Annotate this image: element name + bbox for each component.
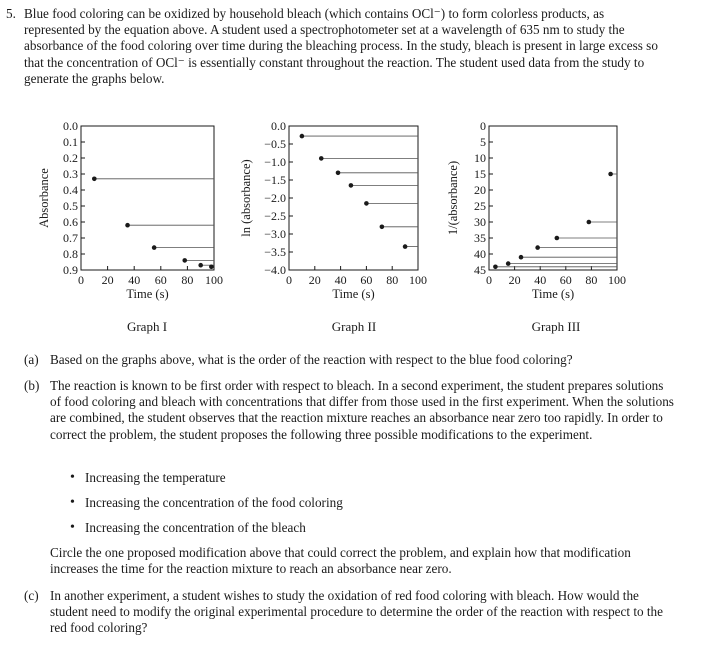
part-a-text: Based on the graphs above, what is the order of the reaction with respect to the blue food coloring? (50, 352, 573, 367)
part-c (24, 588, 674, 637)
y-tick-label: 15 (474, 167, 486, 181)
part-b (24, 378, 674, 443)
y-tick-label: 0.8 (63, 247, 78, 261)
data-point (506, 261, 511, 266)
part-a-label: (a) (24, 352, 39, 367)
y-tick-label: 5 (480, 135, 486, 149)
x-tick-label: 20 (308, 273, 321, 287)
part-c-text: In another experiment, a student wishes to study the oxidation of red food coloring with bleach. How would the student need to modify the original experimental procedure to determine the order of the reaction with respect to the red food coloring? (50, 588, 663, 636)
data-point (319, 156, 324, 161)
plot-frame (289, 126, 418, 270)
graph-caption: Graph II (331, 319, 377, 334)
x-axis-label: Time (s) (332, 287, 375, 301)
data-point (519, 255, 524, 260)
data-point (125, 223, 130, 228)
y-tick-label: 30 (474, 215, 486, 229)
data-point (198, 263, 203, 268)
x-tick-label: 100 (205, 273, 223, 287)
x-tick-label: 100 (409, 273, 427, 287)
data-point (300, 134, 305, 139)
x-tick-label: 80 (181, 273, 194, 287)
part-c-label: (c) (24, 588, 39, 603)
y-tick-label: −4.0 (264, 263, 286, 277)
y-tick-label: −3.5 (264, 245, 286, 259)
bullet-text: Increasing the concentration of the bleach (85, 520, 306, 535)
y-tick-label: 35 (474, 231, 486, 245)
bullet-icon: • (70, 470, 75, 485)
question-number: 5. (6, 6, 16, 21)
data-point (555, 236, 560, 241)
x-tick-label: 60 (154, 273, 167, 287)
y-tick-label: 0.5 (63, 199, 78, 213)
y-tick-label: 45 (474, 263, 486, 277)
y-tick-label: 0.2 (63, 151, 78, 165)
y-tick-label: 0 (480, 119, 486, 133)
y-tick-label: 40 (474, 247, 486, 261)
y-axis-label: 1/(absorbance) (446, 160, 460, 236)
data-point (182, 258, 187, 263)
y-tick-label: 20 (474, 183, 486, 197)
y-tick-label: 0.4 (63, 183, 78, 197)
question-intro (6, 6, 666, 87)
data-point (493, 265, 498, 270)
part-b-label: (b) (24, 378, 40, 393)
data-point (403, 244, 408, 249)
graph-caption: Graph III (531, 319, 581, 334)
x-tick-label: 80 (386, 273, 399, 287)
data-point (209, 265, 214, 270)
x-axis-label: Time (s) (531, 287, 575, 301)
x-tick-label: 60 (360, 273, 373, 287)
graphs-figure (0, 112, 701, 344)
part-b-text: The reaction is known to be first order with respect to bleach. In a second experiment, the student prepares solutions of food coloring and bleach with concentrations that differ from those used in the first experiment. When the solutions are combined, the student observes that the reaction mixture reaches an absorbance near zero too rapidly. In order to correct the problem, the student proposes the following three possible modifications to the experiment. (50, 378, 674, 442)
bullet-text: Increasing the concentration of the food coloring (85, 495, 343, 510)
data-point (349, 183, 354, 188)
x-tick-label: 40 (128, 273, 141, 287)
bullet-item (70, 495, 630, 511)
data-point (92, 177, 97, 182)
y-tick-label: 0.0 (63, 119, 78, 133)
x-tick-label: 80 (585, 273, 598, 287)
x-tick-label: 40 (334, 273, 347, 287)
x-tick-label: 0 (78, 273, 84, 287)
y-tick-label: 0.0 (271, 119, 286, 133)
y-tick-label: 10 (474, 151, 486, 165)
y-tick-label: 0.6 (63, 215, 78, 229)
bullet-icon: • (70, 520, 75, 535)
plot-frame (81, 126, 214, 270)
data-point (608, 172, 613, 177)
bullet-item (70, 470, 630, 486)
y-axis-label: ln (absorbance) (239, 159, 253, 237)
data-point (587, 220, 592, 225)
y-tick-label: −1.0 (264, 155, 286, 169)
y-tick-label: −2.5 (264, 209, 286, 223)
y-tick-label: −3.0 (264, 227, 286, 241)
graph-ii (239, 119, 427, 334)
x-tick-label: 20 (101, 273, 114, 287)
data-point (380, 225, 385, 230)
x-tick-label: 60 (559, 273, 572, 287)
bullet-icon: • (70, 495, 75, 510)
part-a (24, 352, 674, 368)
y-tick-label: 0.1 (63, 135, 78, 149)
y-tick-label: 0.7 (63, 231, 78, 245)
y-tick-label: 25 (474, 199, 486, 213)
part-b-followup: Circle the one proposed modification above that could correct the problem, and explain how that modification increases the time for the reaction mixture to reach an absorbance near zero. (50, 545, 631, 577)
data-point (364, 201, 369, 206)
question-intro-text: Blue food coloring can be oxidized by household bleach (which contains OCl⁻) to form colorless products, as represented by the equation above. A student used a spectrophotometer set at a wavelength of 635 nm to study the absorbance of the food coloring over time during the bleaching process. In the study, bleach is present in large excess so that the concentration of OCl⁻ is essentially constant throughout the reaction. The student used data from the study to generate the graphs below. (24, 6, 658, 86)
x-tick-label: 0 (486, 273, 492, 287)
bullet-text: Increasing the temperature (85, 470, 226, 485)
x-tick-label: 0 (286, 273, 292, 287)
bullet-item (70, 520, 630, 536)
y-tick-label: −2.0 (264, 191, 286, 205)
y-tick-label: −1.5 (264, 173, 286, 187)
graph-iii (446, 119, 626, 334)
y-tick-label: 0.9 (63, 263, 78, 277)
graph-caption: Graph I (126, 319, 168, 334)
y-tick-label: −0.5 (264, 137, 286, 151)
plot-frame (489, 126, 617, 270)
y-tick-label: 0.3 (63, 167, 78, 181)
data-point (152, 245, 157, 250)
data-point (336, 171, 341, 176)
x-axis-label: Time (s) (126, 287, 169, 301)
data-point (535, 245, 540, 250)
x-tick-label: 20 (508, 273, 521, 287)
y-axis-label: Absorbance (37, 168, 51, 228)
x-tick-label: 100 (608, 273, 626, 287)
graph-i (37, 119, 223, 334)
x-tick-label: 40 (534, 273, 547, 287)
